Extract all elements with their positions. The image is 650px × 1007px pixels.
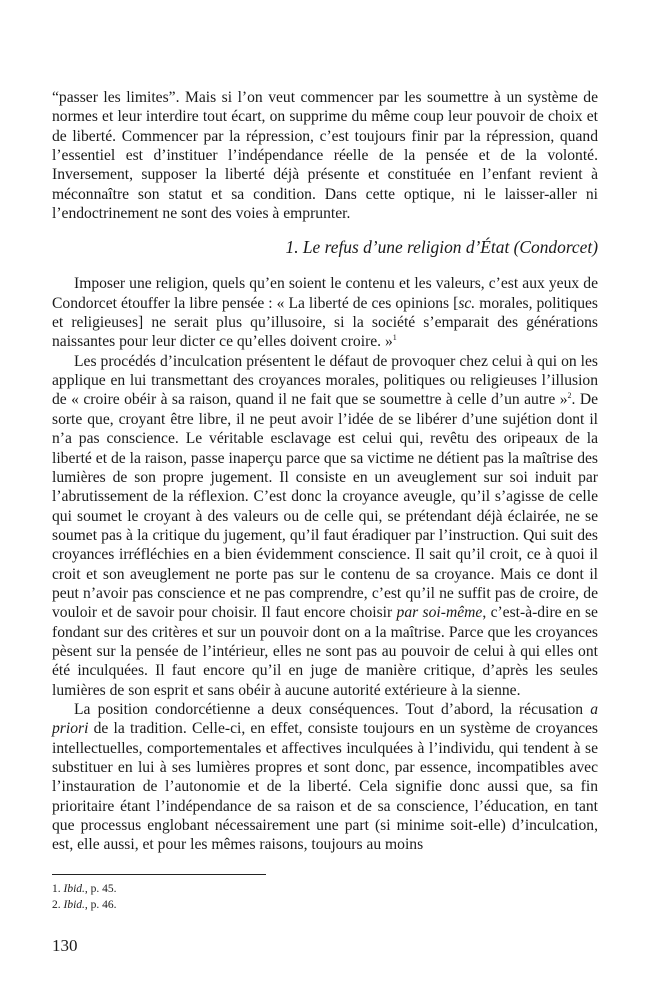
footnote-2 [52, 897, 117, 913]
paragraph-consequences [52, 700, 598, 855]
text-segment: Les procédés d’inculcation présentent le défaut de provoquer chez celui à qui on les applique en lui transmettant des croyances morales, politiques ou religieuses l’illusion de « croire obéir à sa raison, quand il ne fait que se soumettre à celle d’un autre » [52, 352, 598, 409]
text-segment: morales, politiques et religieuses] ne serait plus qu’illusoire, si la société s’emparait des générations naissantes pour leur dicter ce qu’elles doivent croire. » [52, 294, 598, 351]
paragraph-intro [52, 88, 598, 223]
text-segment: . De sorte que, croyant être libre, il ne peut avoir l’idée de se libérer d’une sujétion dont il n’a pas conscience. Le véritable esclavage est celui qui, revêtu des oripeaux de la liberté et de la raison, passe inaperçu parce que sa victime ne détient pas la maîtrise des lumières de son propre jugement. Il consiste en un aveuglement sur soi induit par l’abrutissement de la réflexion. C’est donc la croyance aveugle, qu’il s’agisse de celle qui soumet le croyant à des valeurs ou de celle qui, se prétendant déjà éclairée, ne se soumet pas à la critique du jugement, qu’il faut éradiquer par l’instruction. Qui suit des croyances irréfléchies en a bien évidemment conscience. Il sait qu’il croit, ce à quoi il croit et son aveuglement ne porte pas sur le contenu de sa croyance. Mais ce dont il peut n’avoir pas conscience et ne pas comprendre, c’est qu’il ne suffit pas de croire, de vouloir et de savoir pour choisir. Il faut encore choisir [52, 391, 598, 622]
italic-text: sc. [458, 294, 476, 312]
page-body [52, 88, 598, 855]
text-segment: de la tradition. Celle-ci, en effet, consiste toujours en un système de croyances intellectuelles, comportementales et affectives inculquées à l’individu, qui tendent à se substituer en lui à ses lumières propres et sont donc, par essence, incompatibles avec l’instauration de l’autonomie et de la liberté. Cela signifie donc aussi que, sa fin prioritaire étant l’indépendance de sa raison et de sa conscience, l’éducation, en tant que processus englobant nécessairement une part (si minime soit-elle) d’inculcation, est, elle aussi, et pour les mêmes raisons, toujours au moins [52, 720, 598, 854]
footnote-source: Ibid. [63, 883, 85, 895]
footnote-page: , p. 46. [84, 899, 117, 911]
footnote-page: , p. 45. [84, 883, 117, 895]
footnote-ref: 2 [567, 391, 572, 401]
footnote-1 [52, 881, 117, 897]
footnote-rule [52, 874, 266, 875]
footnote-number: 2. [52, 899, 64, 911]
paragraph-inculcation [52, 352, 598, 700]
section-heading: 1. Le refus d’une religion d’État (Condorcet) [285, 237, 598, 258]
footnote-number: 1. [52, 883, 64, 895]
text-segment: Imposer une religion, quels qu’en soient le contenu et les valeurs, c’est aux yeux de Condorcet étouffer la libre pensée : « La liberté de ces opinions [ [52, 275, 598, 312]
text-segment: “passer les limites”. Mais si l’on veut commencer par les soumettre à un système de normes et leur interdire tout écart, on supprime du même coup leur pouvoir de choix et de liberté. Commencer par la répression, c’est toujours finir par la répression, quand l’essentiel est d’instituer l’indépendance réelle de la pensée et de la volonté. Inversement, supposer la liberté déjà présente et constituée en l’enfant revient à méconnaître son statut et sa condition. Dans cette optique, ni le laisser-aller ni l’endoctrinement ne sont des voies à emprunter. [52, 89, 598, 223]
text-segment: La position condorcétienne a deux conséquences. Tout d’abord, la récusation [74, 700, 591, 718]
italic-text: a priori [52, 700, 598, 738]
italic-text: par soi-même [396, 604, 483, 622]
paragraph-religion [52, 274, 598, 351]
footnote-source: Ibid. [63, 899, 85, 911]
page-number: 130 [52, 936, 78, 955]
text-segment: , c’est-à-dire en se fondant sur des critères et sur un pouvoir dont on a la maîtrise. Parce que les croyances pèsent sur la pensée de l’intérieur, elles ne sont pas au pouvoir de celui à qui elles ont été inculquées. Il faut encore qu’il en juge de manière critique, d’après les seules lumières de son esprit et sans obéir à aucune autorité extérieure à la sienne. [52, 604, 598, 699]
footnote-ref: 1 [392, 333, 397, 343]
footnotes [52, 881, 117, 913]
